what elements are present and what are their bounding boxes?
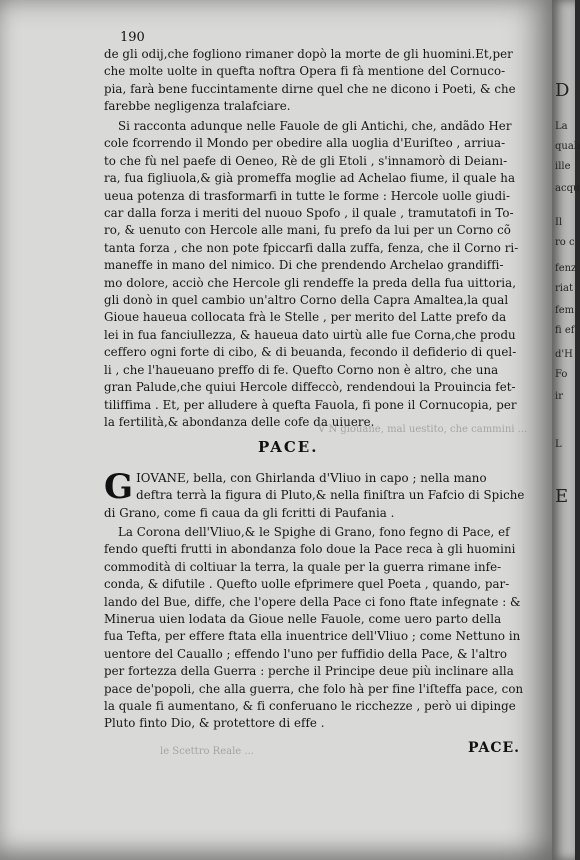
text-line: tanta forza , che non pote fpiccarfi dalla zuffa, fenza, che il Corno ri- [104,240,519,255]
facing-page-fragment: d'H [555,349,573,360]
text-line: ro, & uenuto con Hercole alle mani, fu prefo da lui per un Corno cõ [104,223,511,238]
text-line: IOVANE, bella, con Ghirlanda d'Vliuo in capo ; nella mano [136,471,487,485]
facing-page-fragment: quali [555,141,580,152]
paragraph-pace-description [104,467,540,522]
text-line: lei in fua fanciullezza, & haueua dato uirtù alle fue Corna,che produ [104,327,516,342]
facing-page-fragment: acqu [555,183,580,194]
facing-page-fragment: riat [555,283,573,294]
section-heading: PACE. [258,438,319,456]
facing-page-fragment: fem [555,305,575,316]
text-line: gli donò in quel cambio un'altro Corno della Capra Amaltea,la qual [104,293,509,308]
text-line: per fortezza della Guerra : perche il Principe deue più inclinare alla [104,664,514,679]
facing-page-fragment: fenz [555,263,577,274]
facing-page-fragment: ro c [555,237,575,248]
text-line: Pluto finto Dio, & protettore di effe . [104,716,325,731]
facing-page-fragment: E [555,486,569,507]
text-line: ueua potenza di trasformarfi in tutte le forme : Hercole uolle giudi- [104,188,511,203]
bleed-through-text: le Scettro Reale ... [160,746,254,757]
page-number: 190 [120,30,145,45]
text-line: farebbe negligenza tralafciare. [104,99,291,114]
drop-cap: G [104,467,134,507]
text-line: che molte uolte in quefta noftra Opera fi fà mentione del Cornuco- [104,64,506,79]
text-line: ceffero ogni forte di cibo, & di beuanda, fecondo il defiderio di quel- [104,345,517,360]
text-line: fendo quefti frutti in abondanza folo doue la Pace reca à gli huomini [104,542,516,557]
facing-page-fragment: Fo [555,369,568,380]
text-line: Gioue haueua collocata frà le Stelle , per merito del Latte prefo da [104,310,507,325]
text-line: car dalla forza i meriti del nuouo Spofo , il quale , tramutatofi in To- [104,206,514,221]
facing-page-fragment: ir [555,391,563,402]
text-line: pia, farà bene fuccintamente dirne quel che ne dicono i Poeti, & che [104,81,516,96]
text-line: di Grano, come fi caua da gli fcritti di Paufania . [104,505,395,520]
text-line: gran Palude,che quiui Hercole diffeccò, rendendoui la Prouincia fet- [104,380,516,395]
text-line: lando del Bue, diffe, che l'opere della Pace ci fono ftate infegnate : & [104,594,521,609]
facing-page-edge [552,0,580,860]
catchword: PACE. [468,740,521,756]
text-line: de gli odij,che fogliono rimaner dopò la morte de gli huomini.Et,per [104,47,513,61]
text-line: commodità di coltiuar la terra, la quale per la guerra rimane infe- [104,559,502,574]
text-line: fua Tefta, per effere ftata ella inuentrice dell'Vliuo ; come Nettuno in [104,629,521,644]
text-line: to che fù nel paefe di Oeneo, Rè de gli Etoli , s'innamorò di Deianı- [104,153,508,168]
text-line: maneffe in mano del nimico. Di che prendendo Archelao grandiffi- [104,258,504,273]
facing-page-fragment: Il [555,217,563,228]
text-line: cole fcorrendo il Mondo per obedire alla uoglia d'Euriſteo , arriua- [104,136,506,151]
facing-page-fragment: La [555,121,568,132]
text-line: conda, & difutile . Quefto uolle efprimere quel Poeta , quando, par- [104,577,510,592]
bleed-through-text: V N giouane, mal uestito, che cammini ... [318,424,528,435]
facing-page-fragment: L [555,439,562,450]
facing-page-fragment: D [555,80,570,101]
text-line: mo dolore, acciò che Hercole gli rendeffe la preda della fua uittoria, [104,275,517,290]
text-line: Minerua uien lodata da Gioue nelle Fauole, come uero parto della [104,612,502,627]
text-line: Si racconta adunque nelle Fauole de gli Antichi, che, andãdo Her [118,119,512,133]
text-line: tiliffima . Et, per alludere à quefta Fauola, fi pone il Cornucopia, per [104,397,517,412]
text-line: La Corona dell'Vliuo,& le Spighe di Grano, fono fegno di Pace, ef [118,525,510,539]
text-line: ra, fua figliuola,& già promeffa moglie ad Achelao fiume, il quale ha [104,171,516,186]
facing-page-fragment: fi ef [555,325,575,336]
text-line: la quale fi aumentano, & fi conferuano le ricchezze , però ui dipinge [104,699,516,714]
text-line: pace de'popoli, che alla guerra, che folo hà per fine l'iſteffa pace, con [104,681,524,696]
paragraph-hercules-fable [104,118,540,431]
paragraph-cornucopia-intro [104,46,540,116]
text-line: la fertilità,& abondanza delle cofe da uiuere. [104,414,375,429]
paragraph-pace-meaning [104,524,540,733]
text-line: uentore del Cauallo ; effendo l'uno per fuffidio della Pace, & l'altro [104,646,508,661]
facing-page-fragment: ille [555,161,571,172]
text-line: deftra terrà la figura di Pluto,& nella finiſtra un Fafcio di Spiche [136,488,525,503]
text-line: li , che l'haueuano preffo di fe. Quefto Corno non è altro, che una [104,362,499,377]
